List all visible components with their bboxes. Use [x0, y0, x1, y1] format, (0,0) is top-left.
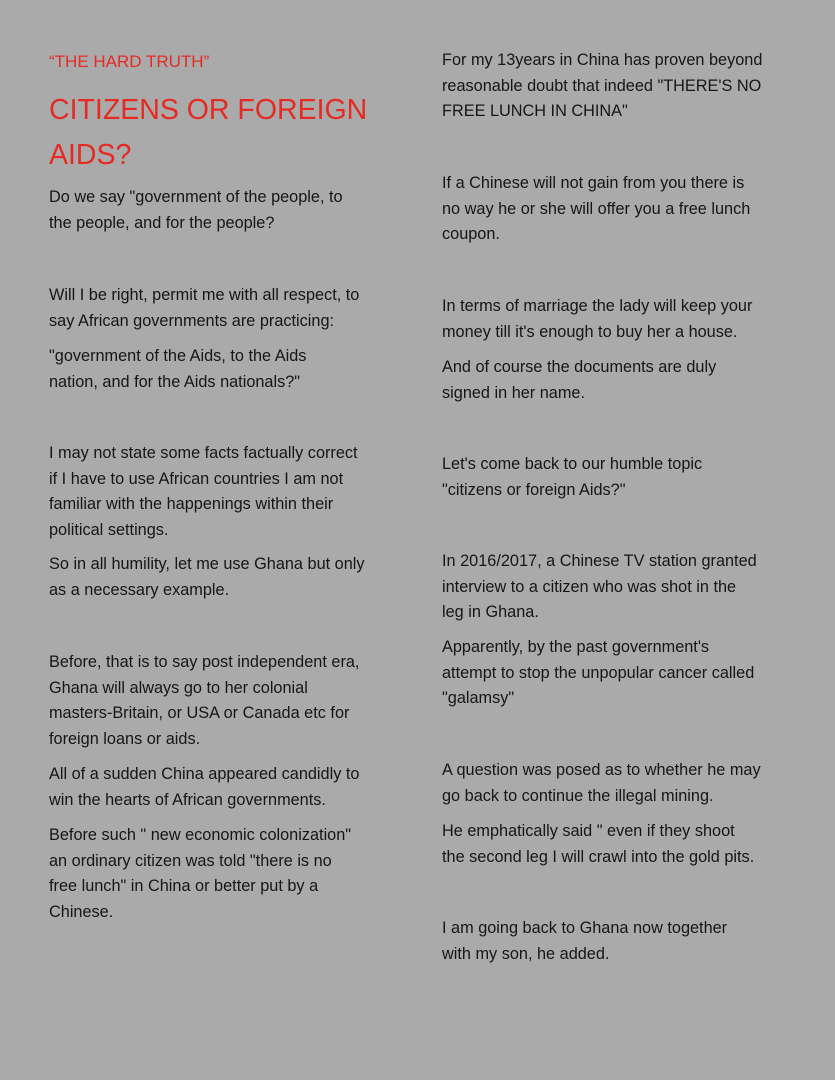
paragraph: All of a sudden China appeared candidly to win the hearts of African governments.: [49, 765, 360, 809]
paragraph: I may not state some facts factually correct if I have to use African countries I am not familiar with the happenings within their political settings.: [49, 444, 358, 539]
paragraph: Will I be right, permit me with all respect, to say African governments are practicing:: [49, 286, 360, 330]
paragraph: For my 13years in China has proven beyond reasonable doubt that indeed "THERE'S NO FREE LUNCH IN CHINA": [442, 51, 763, 120]
paragraph: Let's come back to our humble topic "citizens or foreign Aids?": [442, 455, 703, 499]
paragraph: I am going back to Ghana now together with my son, he added.: [442, 919, 728, 963]
paragraph: Before, that is to say post independent era, Ghana will always go to her colonial masters-Britain, or USA or Canada etc for foreign loans or aids.: [49, 653, 360, 748]
paragraph: Before such " new economic colonization" an ordinary citizen was told "there is no free lunch" in China or better put by a Chinese.: [49, 826, 352, 921]
paragraph: In 2016/2017, a Chinese TV station granted interview to a citizen who was shot in the leg in Ghana.: [442, 552, 757, 621]
paragraph: So in all humility, let me use Ghana but only as a necessary example.: [49, 555, 365, 599]
paragraph: He emphatically said " even if they shoot the second leg I will crawl into the gold pits.: [442, 822, 755, 866]
paragraph: A question was posed as to whether he may go back to continue the illegal mining.: [442, 761, 761, 805]
paragraph: "government of the Aids, to the Aids nation, and for the Aids nationals?": [49, 347, 307, 391]
paragraph: In terms of marriage the lady will keep your money till it's enough to buy her a house.: [442, 297, 753, 341]
paragraph: Apparently, by the past government's attempt to stop the unpopular cancer called "galamsy": [442, 638, 755, 707]
paragraph: If a Chinese will not gain from you there is no way he or she will offer you a free lunch coupon.: [442, 174, 751, 243]
article-kicker: “THE HARD TRUTH”: [49, 52, 210, 71]
article-title: CITIZENS OR FOREIGN AIDS?: [49, 94, 368, 171]
paragraph: And of course the documents are duly signed in her name.: [442, 358, 717, 402]
paragraph: Do we say "government of the people, to the people, and for the people?: [49, 188, 343, 232]
